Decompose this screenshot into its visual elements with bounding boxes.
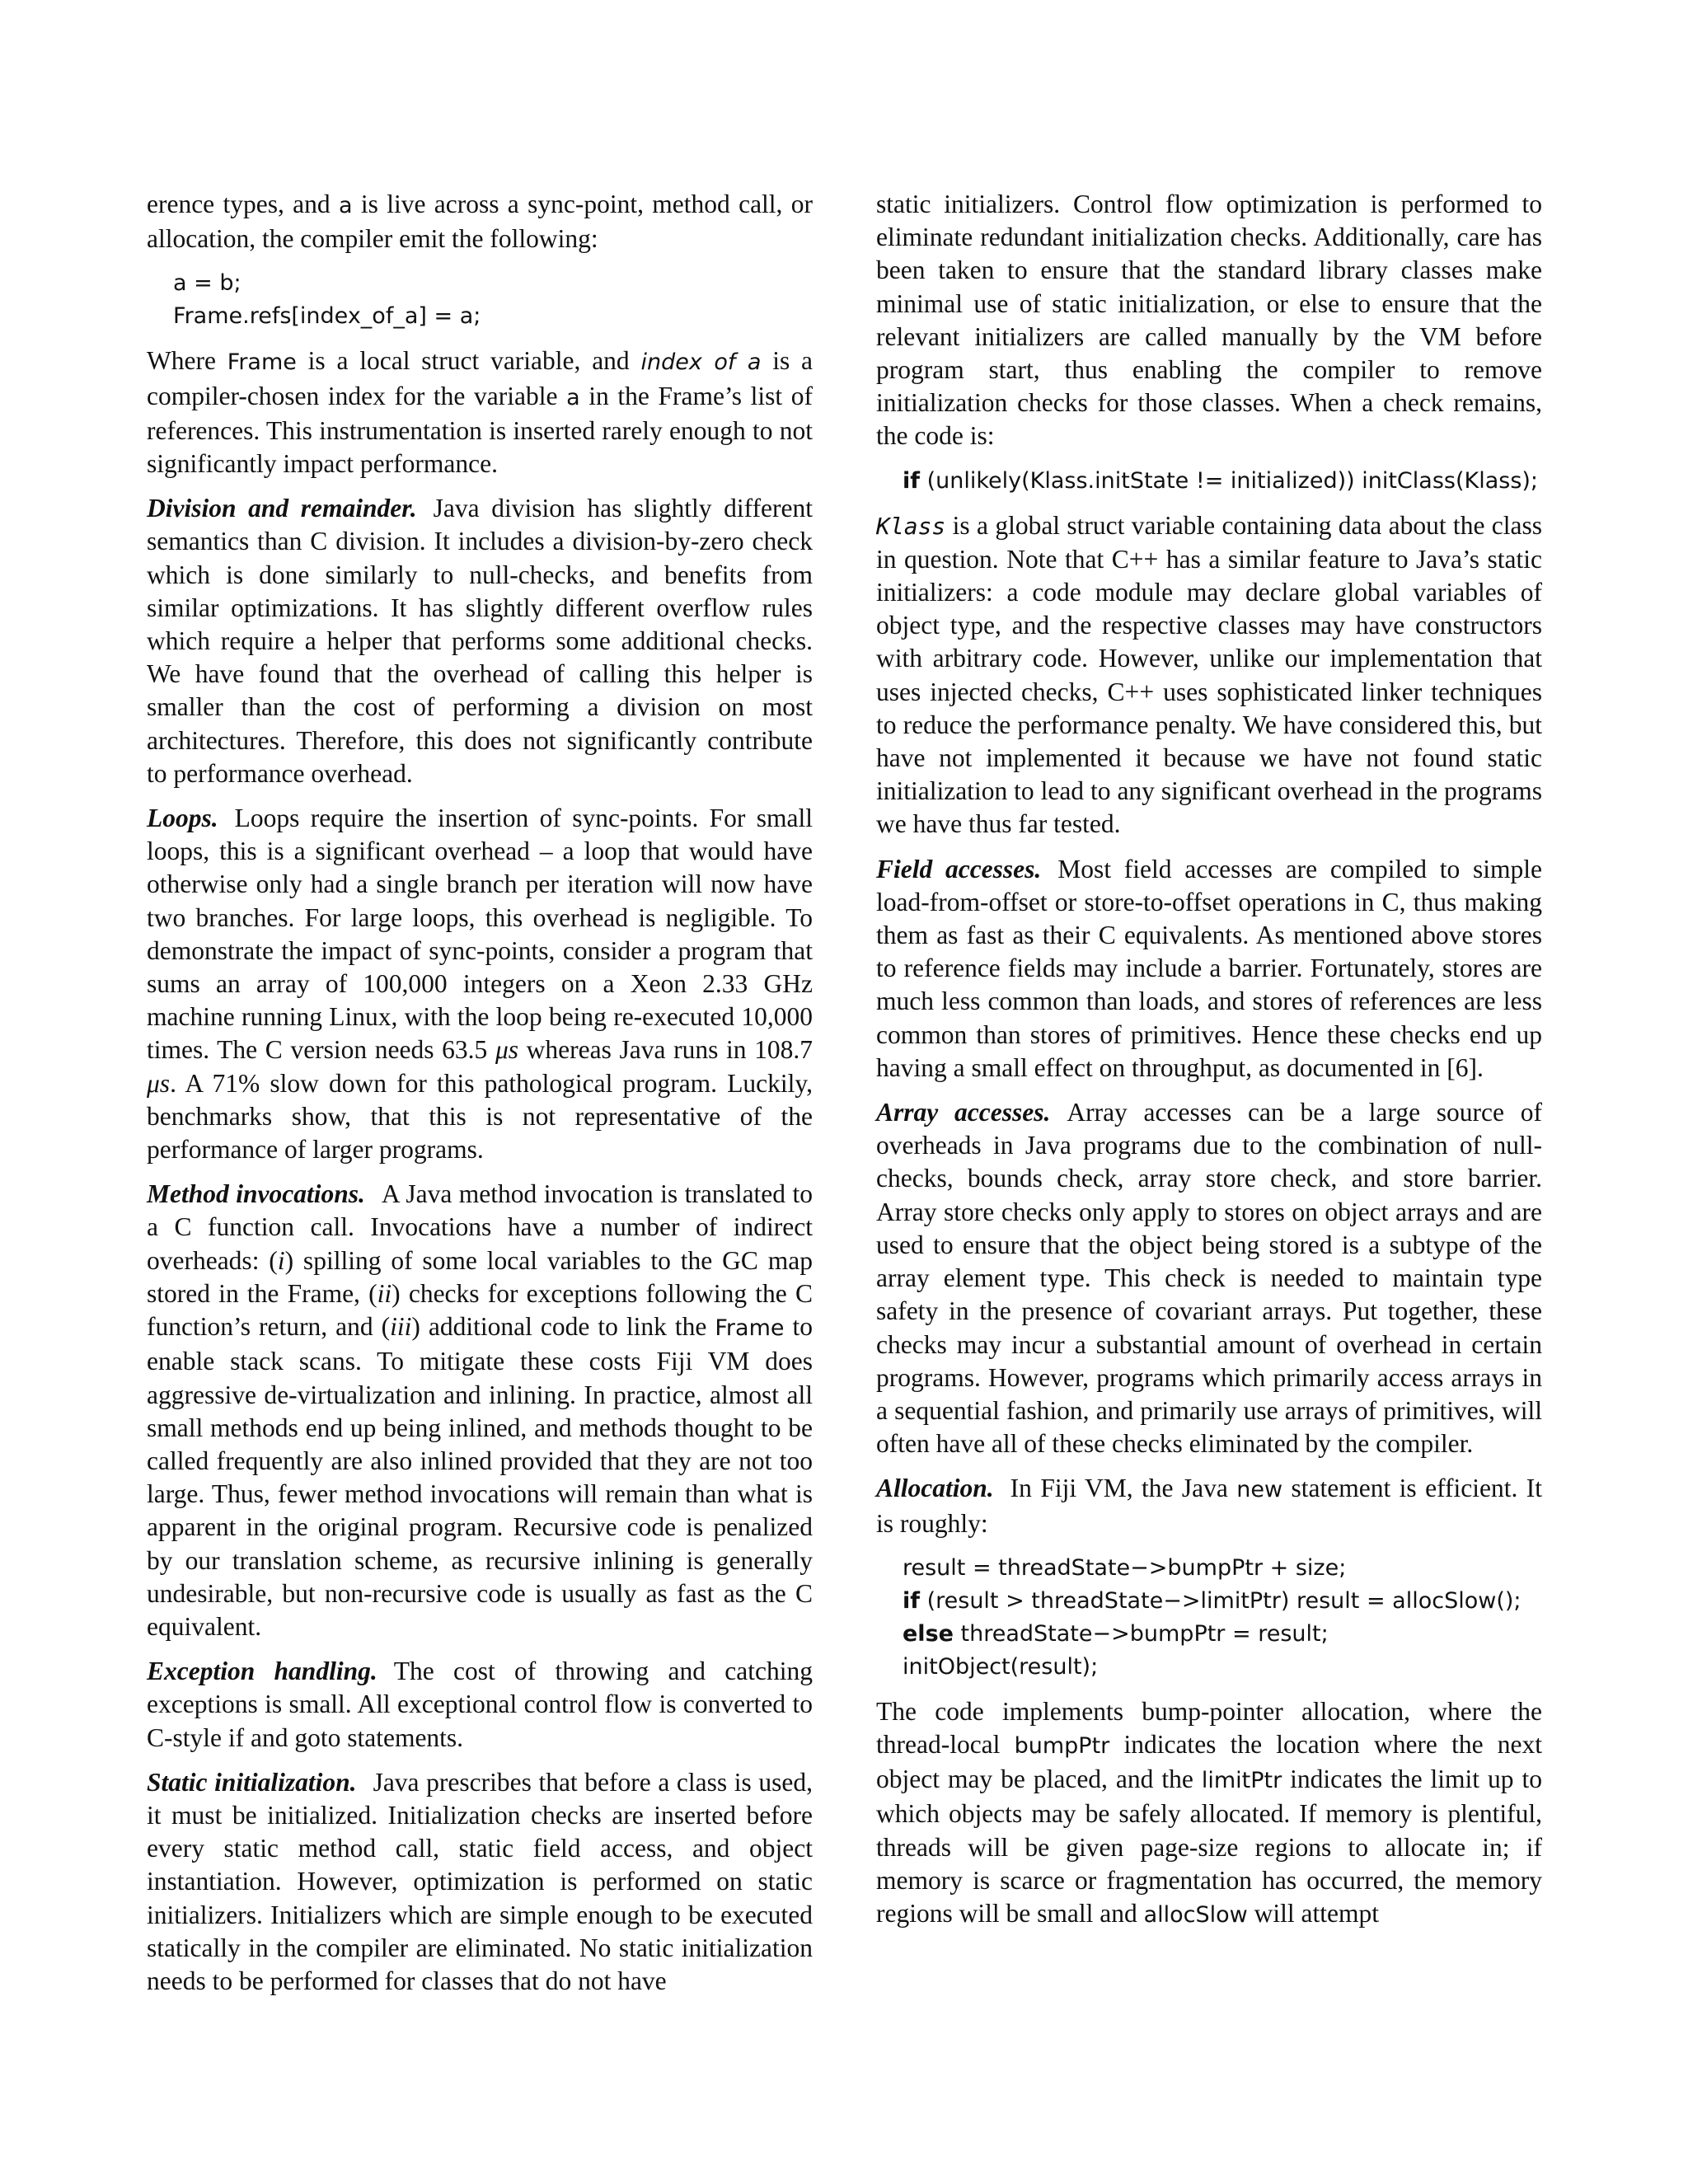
unit-microseconds: μs	[495, 1035, 519, 1065]
section-body: Java prescribes that before a class is used, it must be initialized. Initialization checks are inserted before every static method call, static field access, and object instantiation. However, optimization is performed on static initializers. Initializers which are simple enough to be executed statically in the compiler are eliminated. No static initialization needs to be performed for classes that do not have	[147, 1767, 813, 1995]
section-static-initialization	[147, 1766, 813, 1998]
code-block-allocation	[876, 1552, 1542, 1684]
left-column	[147, 188, 813, 2009]
run-in-heading: Field accesses.	[876, 854, 1042, 883]
code-line: else threadState−>bumpPtr = result;	[903, 1620, 1329, 1647]
code-index-of-a: index of a	[640, 349, 762, 376]
code-allocslow: allocSlow	[1143, 1901, 1248, 1928]
section-allocation: Allocation. In Fiji VM, the Java new statement is efficient. It is roughly:	[876, 1474, 1542, 1538]
section-division-remainder	[147, 492, 813, 790]
enum-marker: ii	[377, 1278, 392, 1308]
run-in-heading: Array accesses.	[876, 1098, 1051, 1127]
code-keyword: if	[903, 1587, 921, 1614]
code-limitptr: limitPtr	[1201, 1768, 1282, 1794]
code-block-frame-refs	[147, 267, 813, 333]
code-line: initObject(result);	[903, 1653, 1099, 1680]
paragraph-static-init-continued: static initializers. Control flow optimization is performed to eliminate redundant initialization checks. Additionally, care has been taken to ensure that the standard library classes make minimal use of static initialization, or else to ensure that the relevant initializers are called manually by the VM before program start, thus enabling the compiler to remove initialization checks for those classes. When a check remains, the code is:	[876, 190, 1542, 451]
run-in-heading: Loops.	[147, 804, 218, 833]
paragraph-frame-explanation: Where Frame is a local struct variable, and index of a is a compiler-chosen index for the variable a in the Frame’s list of references. This instrumentation is inserted rarely enough to not significantly impact performance.	[147, 346, 814, 479]
code-var-a: a	[338, 193, 353, 218]
code-frame: Frame	[715, 1315, 785, 1342]
right-column	[876, 188, 1542, 1943]
code-keyword: if	[903, 467, 921, 494]
code-keyword: else	[903, 1620, 954, 1647]
code-line: if (result > threadState−>limitPtr) result = allocSlow();	[903, 1587, 1522, 1614]
code-line: result = threadState−>bumpPtr + size;	[903, 1554, 1347, 1581]
paragraph-klass: Klass is a global struct variable containing data about the class in question. Note that C++ has a similar feature to Java’s static initializers: a code module may declare global variables of object type, and the respective classes may have constructors with arbitrary code. However, unlike our implementation that uses injected checks, C++ uses sophisticated linker techniques to reduce the performance penalty. We have considered this, but have not implemented it because we have not found static initialization to lead to any significant overhead in the programs we have thus far tested.	[876, 510, 1542, 839]
run-in-heading: Method invocations.	[147, 1179, 365, 1209]
code-line: a = b;	[173, 270, 241, 297]
enum-marker: i	[277, 1245, 285, 1275]
section-loops: Loops. Loops require the insertion of sync-points. For small loops, this is a significant overhead – a loop that would have otherwise only had a single branch per iteration will now have two branches. For large loops, this overhead is negligible. To demonstrate the impact of sync-points, consider a program that sums an array of 100,000 integers on a Xeon 2.33 GHz machine running Linux, with the loop being re-executed 10,000 times. The C version needs 63.5 μs whereas Java runs in 108.7 μs. A 71% slow down for this pathological program. Luckily, benchmarks show, that this is not representative of the performance of larger programs.	[147, 804, 813, 1165]
paragraph-frame-refs-intro: erence types, and a is live across a sync-point, method call, or allocation, the compiler emit the following:	[147, 190, 813, 254]
code-klass: Klass	[876, 512, 946, 540]
section-method-invocations: Method invocations. A Java method invocation is translated to a C function call. Invocations have a number of indirect overheads: (i) spilling of some local variables to the GC map stored in the Frame, (ii) checks for exceptions following the C function’s return, and (iii) additional code to link the Frame to enable stack scans. To mitigate these costs Fiji VM does aggressive de-virtualization and inlining. In practice, almost all small methods end up being inlined, and methods thought to be called frequently are also inlined provided that they are not too large. Thus, fewer method invocations will remain than what is apparent in the original program. Recursive code is penalized by our translation scheme, as recursive inlining is generally undesirable, but non-recursive code is usually as fast as the C equivalent.	[147, 1179, 814, 1641]
section-array-accesses	[876, 1096, 1542, 1460]
section-body: The cost of throwing and catching exceptions is small. All exceptional control flow is converted to C-style if and goto statements.	[147, 1657, 813, 1752]
run-in-heading: Exception handling.	[147, 1657, 377, 1686]
run-in-heading: Static initialization.	[147, 1767, 357, 1797]
section-body: Java division has slightly different semantics than C division. It includes a division-by-zero check which is done similarly to null-checks, and benefits from similar optimizations. It has slightly different overflow rules which require a helper that performs some additional checks. We have found that the overhead of calling this helper is smaller than the cost of performing a division on most architectures. Therefore, this does not significantly contribute to performance overhead.	[147, 494, 814, 788]
code-line: Frame.refs[index_of_a] = a;	[173, 303, 481, 330]
code-frame: Frame	[227, 349, 297, 376]
enum-marker: iii	[390, 1312, 412, 1342]
code-block-init-check	[876, 465, 1542, 498]
section-field-accesses	[876, 853, 1542, 1085]
code-bumpptr: bumpPtr	[1014, 1732, 1110, 1759]
section-body: Most field accesses are compiled to simple load-from-offset or store-to-offset operations in C, thus making them as fast as their C equivalents. As mentioned above stores to reference fields may include a barrier. Fortunately, stores are much less common than loads, and stores of references are less common than stores of primitives. Hence these checks end up having a small effect on throughput, as documented in [6].	[876, 854, 1542, 1082]
section-exception-handling	[147, 1655, 813, 1755]
code-new-keyword: new	[1236, 1477, 1283, 1503]
run-in-heading: Division and remainder.	[147, 494, 417, 523]
section-body: Array accesses can be a large source of overheads in Java programs due to the combination of null-checks, bounds check, array store check, and store barrier. Array store checks only apply to stores on object arrays and are used to ensure that the object being stored is a subtype of the array element type. This check is needed to maintain type safety in the presence of covariant arrays. Put together, these checks may incur a substantial amount of overhead in certain programs. However, programs which primarily access arrays in a sequential fashion, and primarily use arrays of primitives, will often have all of these checks eliminated by the compiler.	[876, 1098, 1542, 1459]
unit-microseconds: μs	[147, 1068, 171, 1098]
paragraph-bump-pointer: The code implements bump-pointer allocation, where the thread-local bumpPtr indicates the location where the next object may be placed, and the limitPtr indicates the limit up to which objects may be safely allocated. If memory is plentiful, threads will be given page-size regions to allocate in; if memory is scarce or fragmentation has occurred, the memory regions will be small and allocSlow will attempt	[876, 1696, 1543, 1928]
code-var-a: a	[566, 384, 580, 410]
code-line: if (unlikely(Klass.initState != initialized)) initClass(Klass);	[903, 467, 1539, 494]
run-in-heading: Allocation.	[876, 1474, 994, 1503]
